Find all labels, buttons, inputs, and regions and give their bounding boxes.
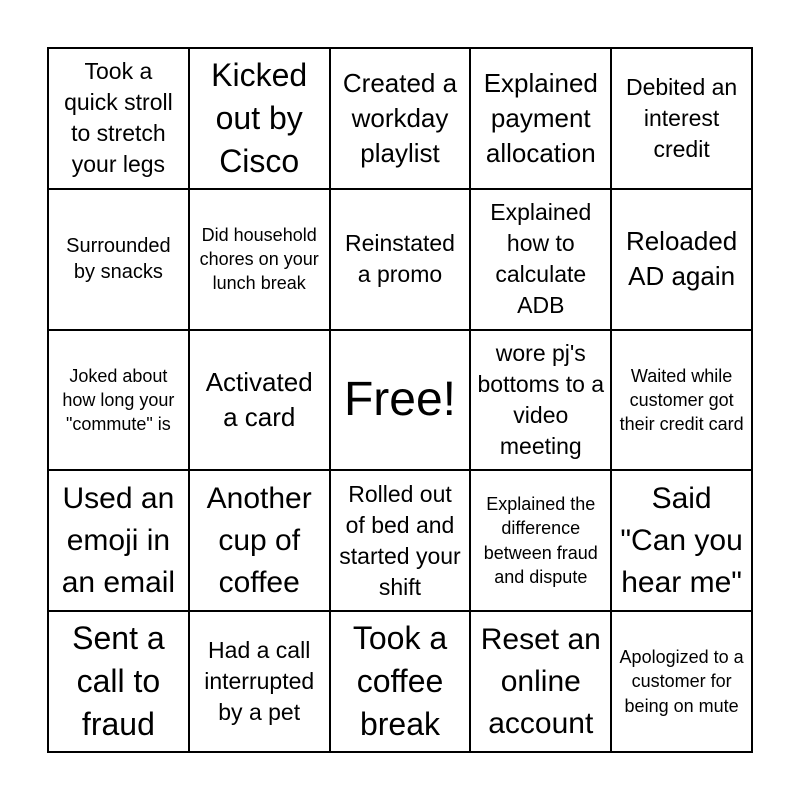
bingo-cell-r3c1[interactable] [48, 330, 189, 471]
bingo-free-space[interactable] [330, 330, 471, 471]
bingo-cell-text: Activated a card [205, 366, 313, 432]
bingo-cell-text: Said "Can you hear me" [620, 481, 743, 599]
bingo-cell-r1c1[interactable] [48, 48, 189, 189]
bingo-cell-r5c1[interactable] [48, 611, 189, 752]
bingo-cell-text: Used an emoji in an email [61, 481, 176, 599]
bingo-cell-text: wore pj's bottoms to a video meeting [477, 339, 605, 460]
bingo-cell-r5c3[interactable] [330, 611, 471, 752]
bingo-cell-r3c4[interactable] [470, 330, 611, 471]
bingo-cell-text: Created a workday playlist [342, 67, 458, 168]
bingo-cell-text: Rolled out of bed and started your shift [339, 480, 461, 600]
bingo-cell-text: Did household chores on your lunch break [199, 224, 319, 294]
bingo-cell-text: Took a quick stroll to stretch your legs [64, 58, 173, 178]
bingo-cell-text: Reset an online account [480, 622, 601, 740]
bingo-cell-text: Another cup of coffee [206, 481, 312, 599]
bingo-cell-text: Reinstated a promo [345, 230, 455, 288]
bingo-cell-r3c5[interactable] [611, 330, 752, 471]
bingo-cell-text: Surrounded by snacks [66, 235, 171, 284]
bingo-cell-r5c2[interactable] [189, 611, 330, 752]
bingo-board [47, 47, 753, 753]
bingo-cell-r1c2[interactable] [189, 48, 330, 189]
bingo-cell-text: Explained payment allocation [483, 67, 598, 168]
bingo-cell-r5c4[interactable] [470, 611, 611, 752]
bingo-cell-text: Explained the difference between fraud and dispute [483, 494, 598, 588]
bingo-cell-r4c5[interactable] [611, 470, 752, 611]
bingo-cell-r1c3[interactable] [330, 48, 471, 189]
bingo-cell-r4c1[interactable] [48, 470, 189, 611]
bingo-cell-r2c4[interactable] [470, 189, 611, 330]
bingo-cell-r1c5[interactable] [611, 48, 752, 189]
bingo-cell-r5c5[interactable] [611, 611, 752, 752]
bingo-cell-text: Sent a call to fraud [72, 619, 165, 743]
bingo-cell-r2c1[interactable] [48, 189, 189, 330]
bingo-cell-text: Explained how to calculate ADB [490, 199, 592, 319]
bingo-cell-text: Took a coffee break [352, 619, 448, 743]
bingo-cell-text: Apologized to a customer for being on mute [619, 647, 744, 716]
free-space-label: Free! [343, 372, 456, 426]
bingo-cell-r2c2[interactable] [189, 189, 330, 330]
bingo-cell-r3c2[interactable] [189, 330, 330, 471]
bingo-cell-r2c3[interactable] [330, 189, 471, 330]
bingo-cell-text: Reloaded AD again [625, 226, 738, 292]
bingo-cell-text: Joked about how long your "commute" is [62, 365, 175, 435]
bingo-cell-r4c2[interactable] [189, 470, 330, 611]
bingo-cell-r1c4[interactable] [470, 48, 611, 189]
bingo-cell-text: Had a call interrupted by a pet [204, 637, 315, 726]
bingo-cell-r2c5[interactable] [611, 189, 752, 330]
bingo-cell-text: Kicked out by Cisco [211, 56, 308, 179]
bingo-cell-text: Waited while customer got their credit card [619, 365, 744, 435]
bingo-cell-r4c4[interactable] [470, 470, 611, 611]
bingo-cell-text: Debited an interest credit [625, 73, 738, 162]
bingo-cell-r4c3[interactable] [330, 470, 471, 611]
